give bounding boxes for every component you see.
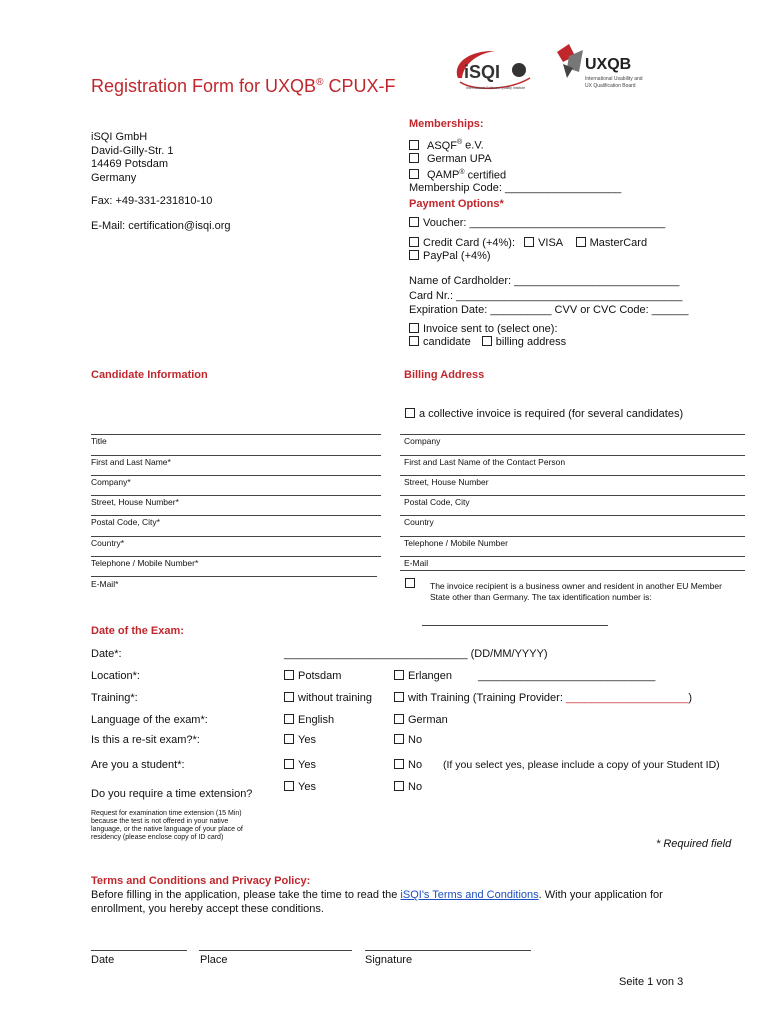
billing-line-0 [400,434,745,435]
payment-heading: Payment Options* [409,198,504,210]
paypal-checkbox[interactable] [409,250,419,260]
eu-note-line-1: The invoice recipient is a business owner and resident in another EU Member [430,581,722,591]
billing-line-6 [400,556,745,557]
membership-code-field[interactable]: Membership Code: ___________________ [409,182,622,195]
uxqb-logo-subtitle-1: International Usability and [585,76,643,82]
voucher-checkbox[interactable] [409,217,419,227]
candidate-field-postal[interactable]: Postal Code, City* [91,517,160,527]
extension-note-line-2: because the test is not offered in your native [91,818,229,825]
isqi-logo [450,48,540,96]
student-note: (If you select yes, please include a copy of your Student ID) [443,759,720,771]
billing-line-2 [400,475,745,476]
candidate-field-company[interactable]: Company* [91,477,131,487]
candidate-line-1 [91,455,381,456]
extension-note-line-3: language, or the native language of your place of [91,826,243,833]
billing-field-email[interactable]: E-Mail [404,558,429,568]
candidate-line-3 [91,495,381,496]
address-street: David-Gilly-Str. 1 [91,144,174,157]
eu-member-checkbox[interactable] [405,578,415,588]
cardholder-field[interactable]: Name of Cardholder: ___________________________ [409,275,680,287]
required-field-note: * Required field [656,838,732,850]
extension-note-line-4: residency (please enclose copy of ID card) [91,834,224,841]
qamp-checkbox[interactable] [409,169,419,179]
page-title-main: Registration Form for UXQB [91,76,317,96]
uxqb-logo-subtitle-2: UX Qualification Board [585,83,636,89]
training-with[interactable]: with Training (Training Provider: ____________________) [394,692,692,704]
signature-date-line[interactable] [91,950,187,951]
terms-text-2: . With your application for [538,889,663,901]
student-no[interactable]: No [394,759,422,771]
signature-date-label: Date [91,954,115,966]
candidate-field-street[interactable]: Street, House Number* [91,497,179,507]
payment-voucher[interactable]: Voucher: ________________________________ [409,217,665,229]
isqi-globe-icon [512,63,526,77]
billing-field-phone[interactable]: Telephone / Mobile Number [404,538,508,548]
eu-note [430,581,722,603]
terms-text-1: Before filling in the application, please take the time to read the [91,889,398,901]
eu-note-line-2: State other than Germany. The tax identification number is: [430,592,652,602]
asqf-checkbox[interactable] [409,140,419,150]
page-title [91,76,395,97]
candidate-field-email[interactable]: E-Mail* [91,579,119,589]
resit-no-checkbox[interactable] [394,734,404,744]
language-label: Language of the exam*: [91,714,208,726]
location-erlangen[interactable]: Erlangen [394,670,452,682]
location-other-field[interactable]: _____________________________ [478,670,656,682]
signature-place-label: Place [200,954,228,966]
invoice-recipient-options: candidate billing address [409,336,566,348]
page-title-end: CPUX-F [323,76,396,96]
terms-text [91,888,731,916]
candidate-field-country[interactable]: Country* [91,538,125,548]
page-title-reg: ® [316,77,324,88]
candidate-field-phone[interactable]: Telephone / Mobile Number* [91,558,199,568]
signature-label: Signature [365,954,413,966]
billing-line-3 [400,495,745,496]
billing-field-street[interactable]: Street, House Number [404,477,489,487]
german-upa-checkbox[interactable] [409,153,419,163]
address-fax: Fax: +49-331-231810-10 [91,195,213,207]
german-checkbox[interactable] [394,714,404,724]
address-block [91,131,174,185]
payment-credit-card[interactable]: Credit Card (+4%): VISA MasterCard [409,237,647,249]
payment-paypal[interactable]: PayPal (+4%) [409,250,491,262]
terms-heading: Terms and Conditions and Privacy Policy: [91,875,311,887]
erlangen-checkbox[interactable] [394,670,404,680]
invoice-sent-checkbox[interactable] [409,323,419,333]
resit-yes-checkbox[interactable] [284,734,294,744]
collective-invoice-checkbox[interactable] [405,408,415,418]
page-number: Seite 1 von 3 [619,976,684,988]
with-training-checkbox[interactable] [394,692,404,702]
potsdam-checkbox[interactable] [284,670,294,680]
exam-date-field[interactable]: ______________________________ (DD/MM/YYYY) [284,648,548,660]
candidate-line-0 [91,434,381,435]
extension-yes[interactable]: Yes [284,781,316,793]
candidate-line-4 [91,515,381,516]
billing-heading: Billing Address [404,369,485,381]
billing-line-1 [400,455,745,456]
card-number-field[interactable]: Card Nr.: _____________________________________ [409,290,683,302]
candidate-field-name[interactable]: First and Last Name* [91,457,171,467]
address-company: iSQI GmbH [91,131,148,143]
student-yes-checkbox[interactable] [284,759,294,769]
isqi-logo-text: iSQI [464,62,501,82]
without-training-checkbox[interactable] [284,692,294,702]
extension-note [91,810,243,842]
language-english[interactable]: English [284,714,334,726]
memberships-heading: Memberships: [409,118,484,130]
training-provider-field[interactable]: ____________________ [565,692,689,704]
extension-note-line-1: Request for examination time extension (15 Min) [91,810,242,817]
address-email: E-Mail: certification@isqi.org [91,220,231,232]
billing-field-postal[interactable]: Postal Code, City [404,497,470,507]
collective-invoice-option[interactable]: a collective invoice is required (for several candidates) [405,408,683,420]
candidate-line-7 [91,576,377,577]
candidate-heading: Candidate Information [91,369,208,381]
english-checkbox[interactable] [284,714,294,724]
visa-checkbox[interactable] [524,237,534,247]
exam-date-label: Date*: [91,648,122,660]
membership-asqf[interactable]: ASQF® e.V. [409,136,621,153]
billing-field-country[interactable]: Country [404,517,434,527]
signature-place-line[interactable] [199,950,352,951]
terms-text-3: enrollment, you hereby accept these conditions. [91,903,324,915]
location-potsdam[interactable]: Potsdam [284,670,341,682]
location-label: Location*: [91,670,140,682]
candidate-checkbox[interactable] [409,336,419,346]
billing-line-7 [400,570,745,571]
membership-german-upa[interactable]: German UPA [409,153,621,166]
resit-no[interactable]: No [394,734,422,746]
training-label: Training*: [91,692,138,704]
terms-link[interactable]: iSQI's Terms and Conditions [400,889,539,901]
training-without[interactable]: without training [284,692,372,704]
extension-label: Do you require a time extension? [91,788,253,800]
extension-no-checkbox[interactable] [394,781,404,791]
candidate-line-2 [91,475,381,476]
resit-label: Is this a re-sit exam?*: [91,734,200,746]
membership-qamp[interactable]: QAMP® certified [409,166,621,183]
billing-address-checkbox[interactable] [482,336,492,346]
memberships-list [409,136,621,195]
student-yes[interactable]: Yes [284,759,316,771]
billing-field-contact[interactable]: First and Last Name of the Contact Person [404,457,566,467]
billing-line-4 [400,515,745,516]
address-country: Germany [91,171,137,184]
uxqb-logo [555,42,655,92]
address-city: 14469 Potsdam [91,158,169,170]
candidate-field-title[interactable]: Title [91,436,107,446]
resit-yes[interactable]: Yes [284,734,316,746]
isqi-logo-subtitle: International Software Quality Institute [466,86,526,90]
student-label: Are you a student*: [91,759,185,771]
uxqb-logo-text: UXQB [585,56,632,73]
exam-heading: Date of the Exam: [91,625,184,637]
candidate-line-5 [91,536,381,537]
mastercard-checkbox[interactable] [576,237,586,247]
student-no-checkbox[interactable] [394,759,404,769]
billing-line-5 [400,536,745,537]
candidate-line-6 [91,556,381,557]
credit-card-checkbox[interactable] [409,237,419,247]
language-german[interactable]: German [394,714,448,726]
billing-field-company[interactable]: Company [404,436,441,446]
tax-id-field[interactable] [422,625,608,626]
expiration-field[interactable]: Expiration Date: __________ CVV or CVC Code: ______ [409,304,689,316]
signature-line[interactable] [365,950,531,951]
extension-no[interactable]: No [394,781,422,793]
extension-yes-checkbox[interactable] [284,781,294,791]
invoice-sent-option[interactable]: Invoice sent to (select one): [409,323,558,335]
